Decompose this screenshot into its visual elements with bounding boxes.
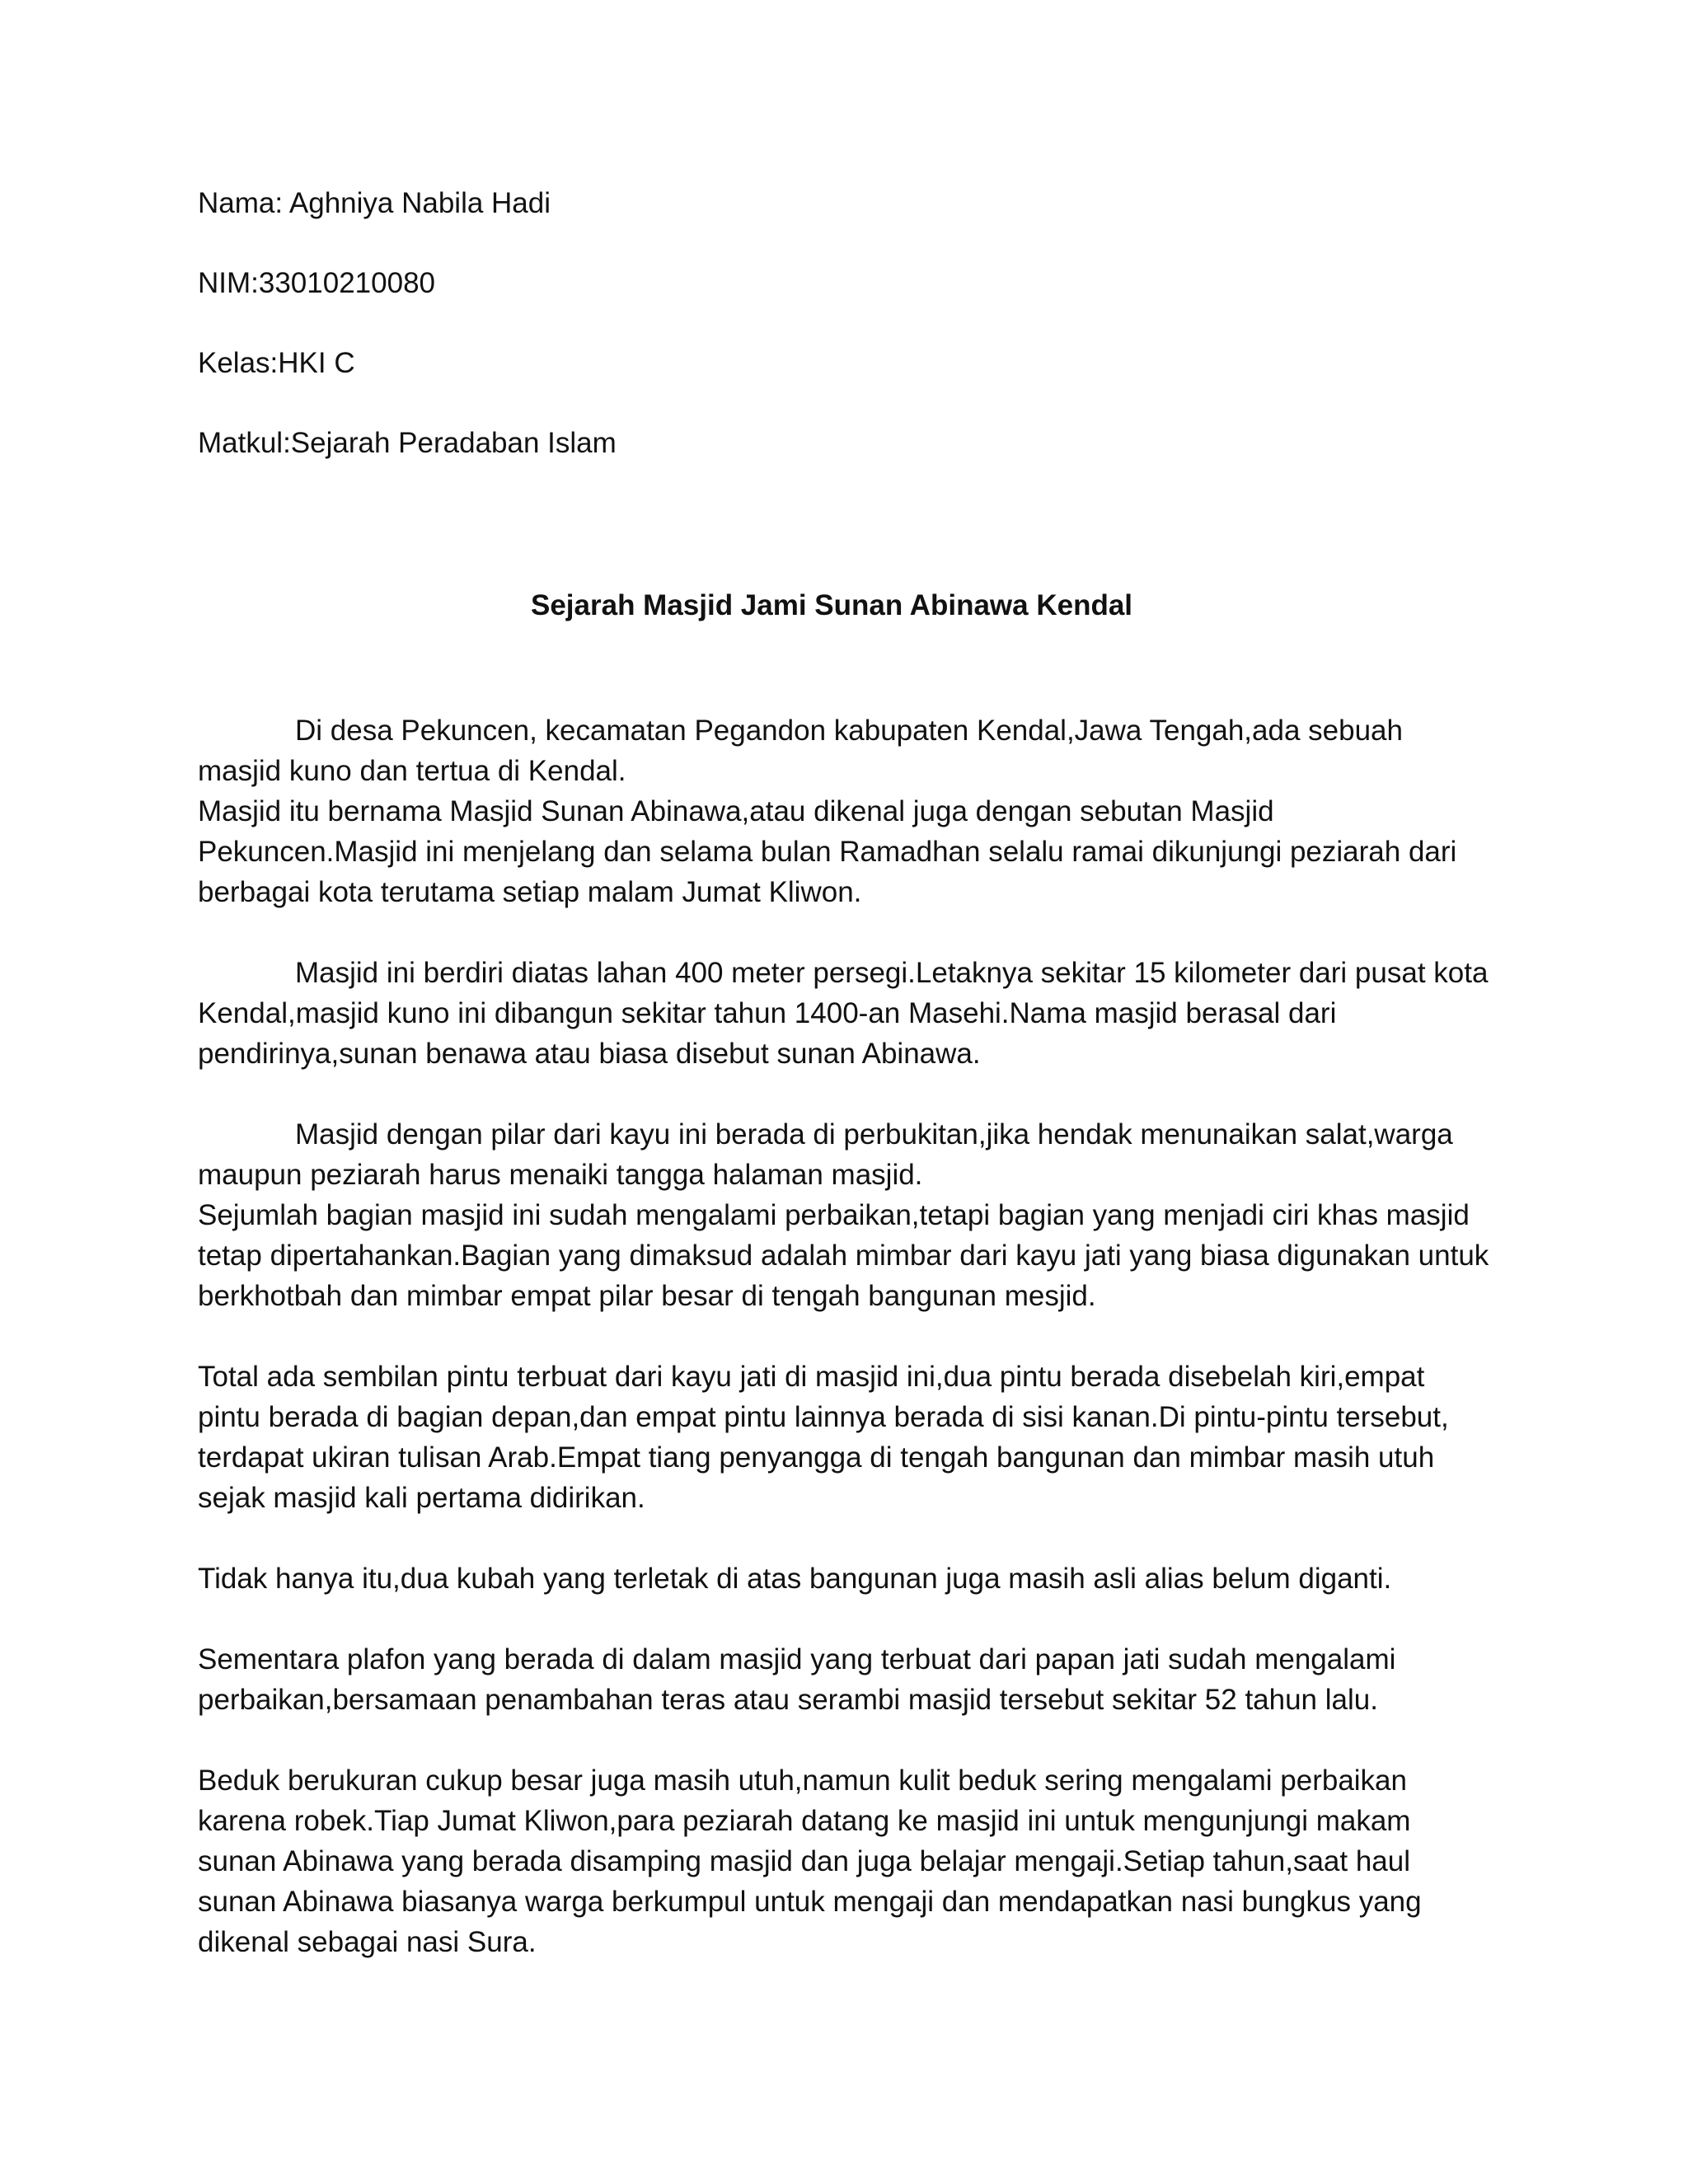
- paragraph: Sejumlah bagian masjid ini sudah mengalami perbaikan,tetapi bagian yang menjadi ciri khas masjid tetap dipertahankan.Bagian yang dimaksud adalah mimbar dari kayu jati yang biasa digunakan untuk berkhotbah dan mimbar empat pilar besar di tengah bangunan mesjid.: [198, 1199, 1489, 1312]
- student-nim: NIM:33010210080: [198, 267, 435, 299]
- paragraph: Beduk berukuran cukup besar juga masih utuh,namun kulit beduk sering mengalami perbaikan karena robek.Tiap Jumat Kliwon,para peziarah datang ke masjid ini untuk mengunjungi makam sunan Abinawa yang berada disamping masjid dan juga belajar mengaji.Setiap tahun,saat haul sunan Abinawa biasanya warga berkumpul untuk mengaji dan mendapatkan nasi bungkus yang dikenal sebagai nasi Sura.: [198, 1765, 1422, 1958]
- student-name: Nama: Aghniya Nabila Hadi: [198, 187, 551, 219]
- paragraph: Sementara plafon yang berada di dalam masjid yang terbuat dari papan jati sudah mengalami perbaikan,bersamaan penambahan teras atau serambi masjid tersebut sekitar 52 tahun lalu.: [198, 1643, 1396, 1716]
- course-name: Matkul:Sejarah Peradaban Islam: [198, 427, 617, 459]
- paragraph: Tidak hanya itu,dua kubah yang terletak di atas bangunan juga masih asli alias belum diganti.: [198, 1563, 1392, 1595]
- paragraph: Di desa Pekuncen, kecamatan Pegandon kabupaten Kendal,Jawa Tengah,ada sebuah masjid kuno dan tertua di Kendal.: [198, 715, 1403, 787]
- student-info: [198, 186, 1484, 506]
- document-title: Sejarah Masjid Jami Sunan Abinawa Kendal: [530, 589, 1133, 621]
- document-body: [198, 710, 1492, 1962]
- paragraph: Masjid itu bernama Masjid Sunan Abinawa,atau dikenal juga dengan sebutan Masjid Pekuncen.Masjid ini menjelang dan selama bulan Ramadhan selalu ramai dikunjungi peziarah dari berbagai kota terutama setiap malam Jumat Kliwon.: [198, 795, 1457, 908]
- paragraph: Masjid dengan pilar dari kayu ini berada di perbukitan,jika hendak menunaikan salat,warga maupun peziarah harus menaiki tangga halaman masjid.: [198, 1118, 1453, 1191]
- paragraph: Masjid ini berdiri diatas lahan 400 meter persegi.Letaknya sekitar 15 kilometer dari pusat kota Kendal,masjid kuno ini dibangun sekitar tahun 1400-an Masehi.Nama masjid berasal dari pendirinya,sunan benawa atau biasa disebut sunan Abinawa.: [198, 957, 1489, 1070]
- paragraph: Total ada sembilan pintu terbuat dari kayu jati di masjid ini,dua pintu berada disebelah kiri,empat pintu berada di bagian depan,dan empat pintu lainnya berada di sisi kanan.Di pintu-pintu tersebut, terdapat ukiran tulisan Arab.Empat tiang penyangga di tengah bangunan dan mimbar masih utuh sejak masjid kali pertama didirikan.: [198, 1361, 1449, 1514]
- student-class: Kelas:HKI C: [198, 347, 355, 379]
